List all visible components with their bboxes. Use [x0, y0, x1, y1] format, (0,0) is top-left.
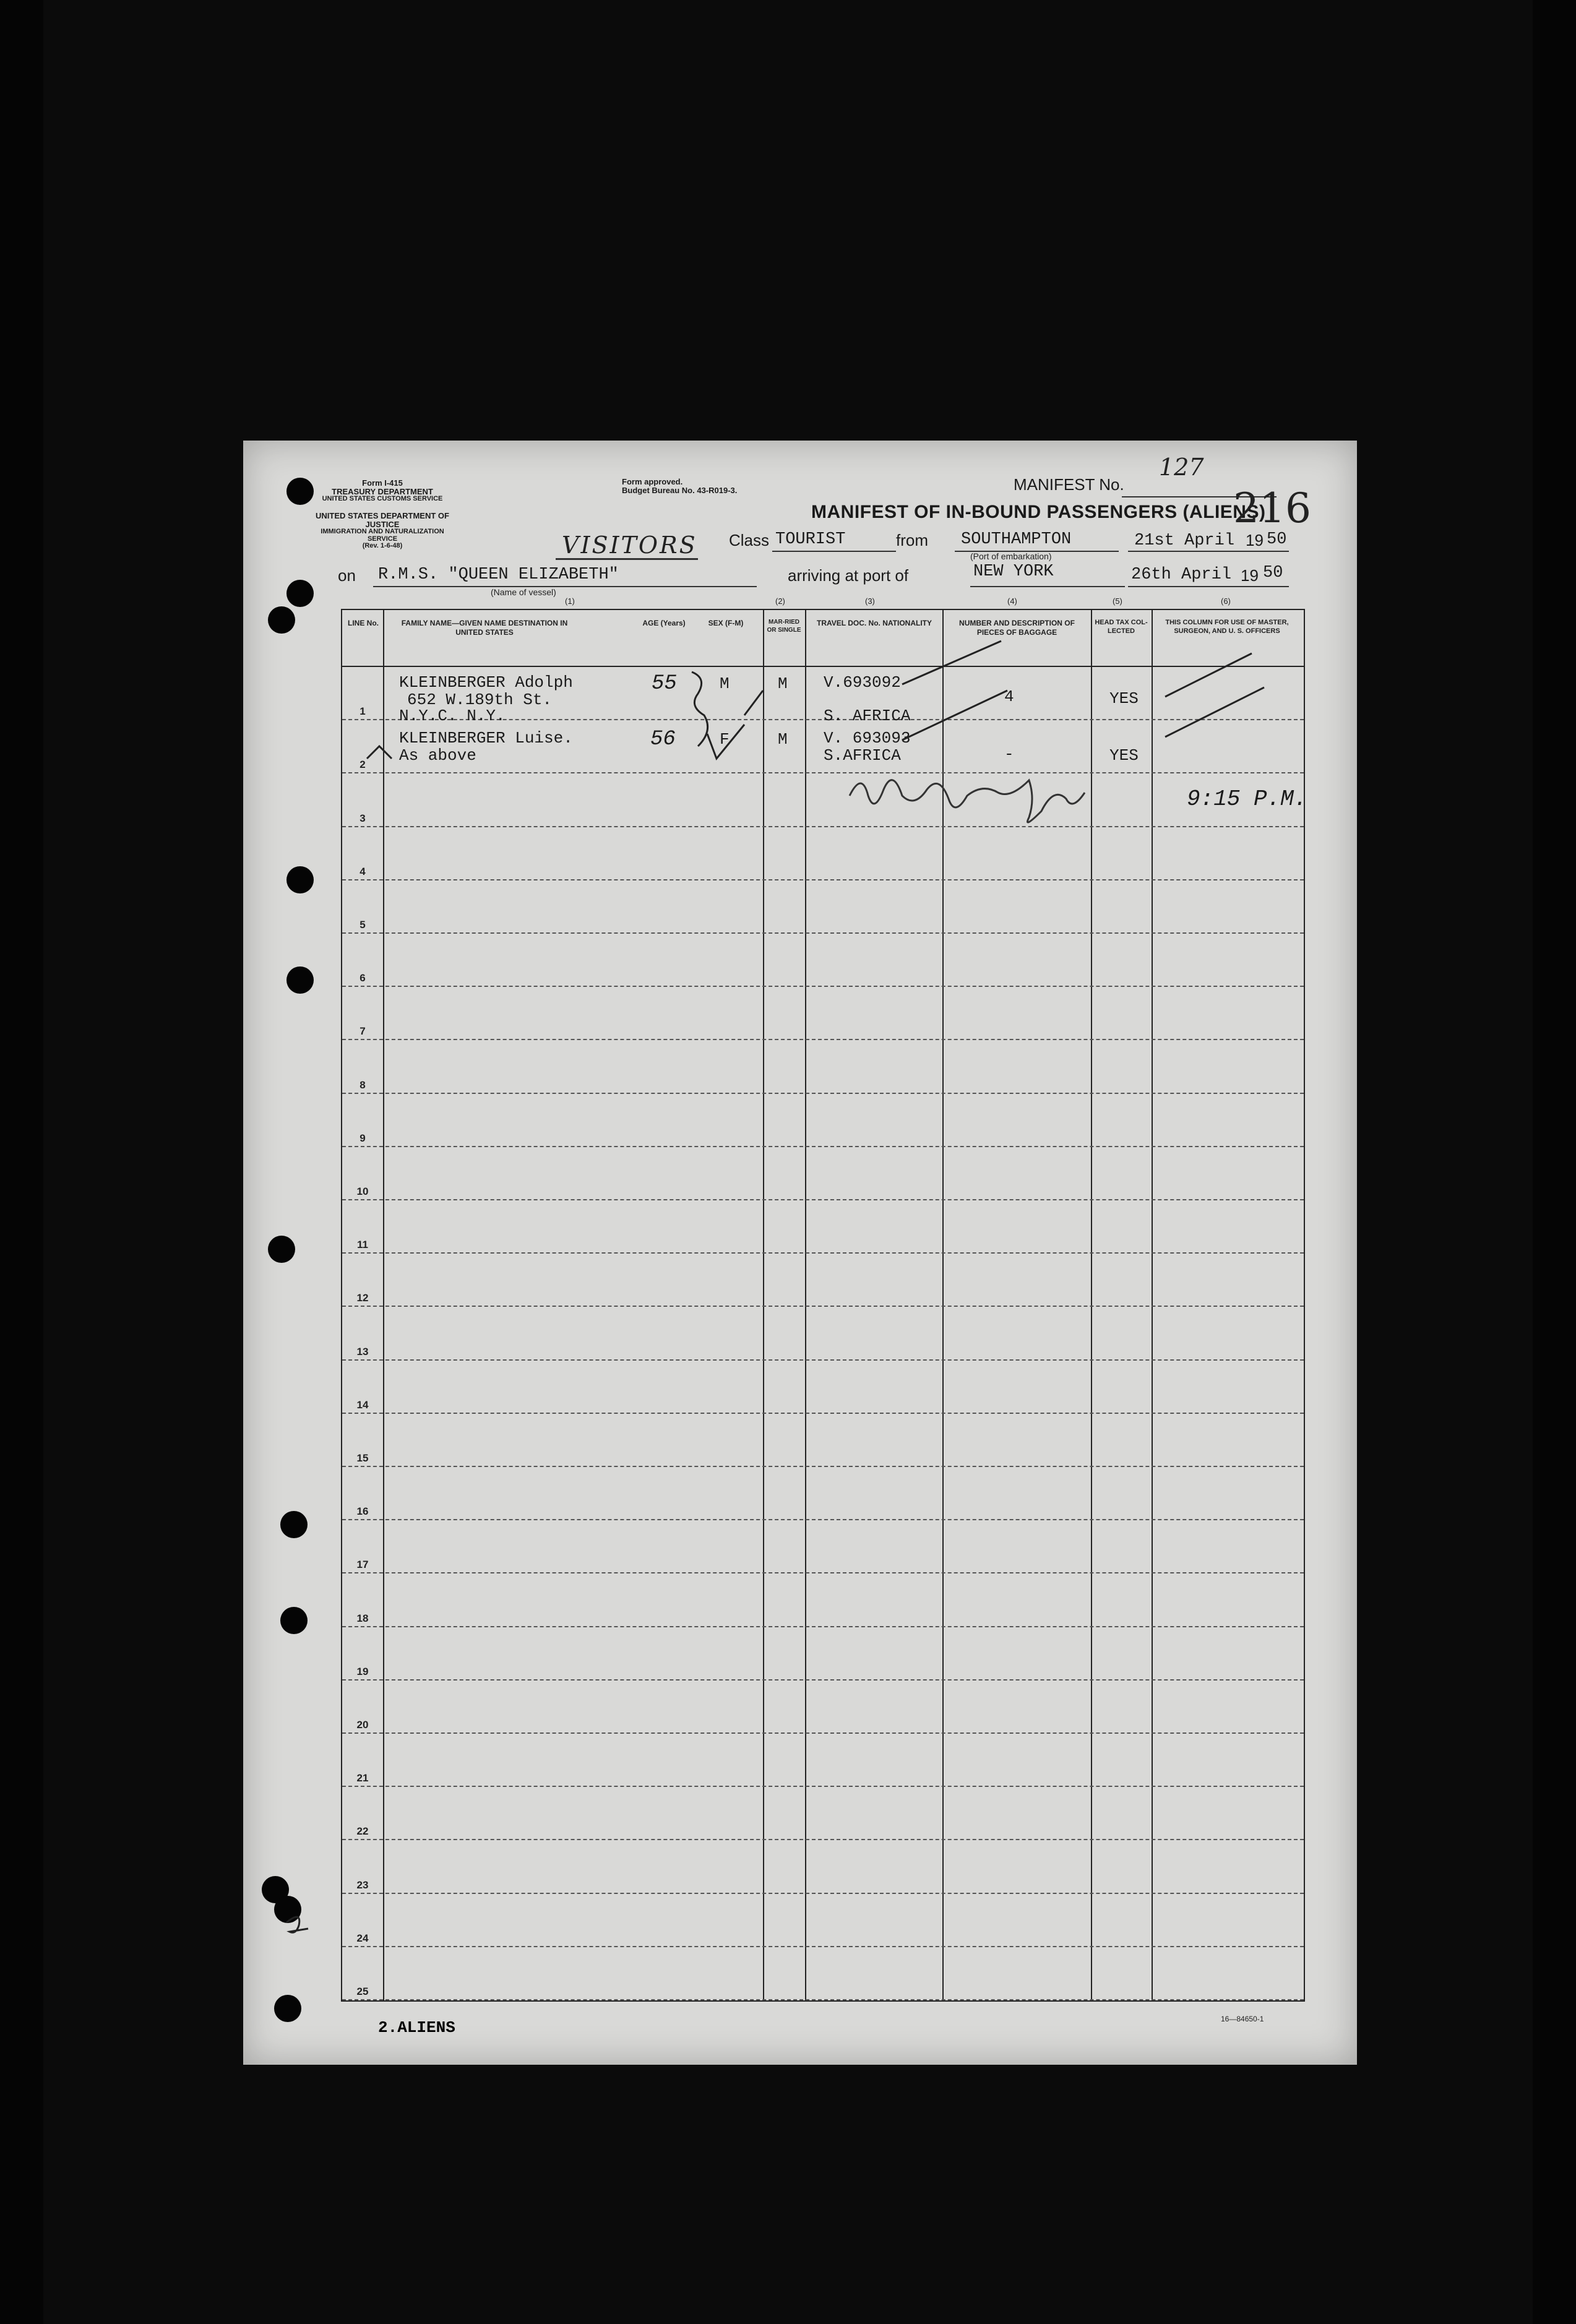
line-number: 9	[360, 1132, 366, 1144]
column-number: (4)	[1007, 596, 1017, 606]
table-row	[342, 879, 1304, 880]
table-row	[342, 1359, 1304, 1361]
class-label: Class	[729, 531, 770, 549]
col-header-line-no: LINE No.	[348, 619, 379, 627]
passenger-1-marital: M	[778, 674, 788, 693]
on-label: on	[338, 566, 356, 585]
passenger-1-age: 55	[652, 672, 677, 695]
passenger-2-baggage: -	[1004, 745, 1014, 764]
checkmark-icon	[707, 725, 744, 759]
line-number: 4	[360, 865, 366, 877]
table-row	[342, 986, 1304, 987]
arrival-port: NEW YORK	[973, 562, 1054, 581]
line-number: 3	[360, 812, 366, 824]
line-number: 10	[356, 1186, 369, 1197]
table-row	[342, 1199, 1304, 1200]
punch-hole	[268, 1236, 295, 1263]
table-row	[342, 1146, 1304, 1147]
table-row	[342, 1893, 1304, 1894]
punch-hole	[286, 580, 314, 607]
line-number: 13	[356, 1345, 369, 1358]
checkmark-icon	[367, 746, 392, 759]
line-number: 21	[356, 1772, 369, 1784]
film-edge-right	[1533, 0, 1576, 2324]
passenger-1-address2: N.Y.C. N.Y.	[399, 707, 506, 725]
line-number: 18	[356, 1612, 369, 1624]
table-row	[342, 1306, 1304, 1307]
class-value: TOURIST	[775, 530, 846, 549]
arrival-date: 26th April	[1131, 566, 1232, 584]
manifest-page	[243, 441, 1357, 2065]
table-row	[342, 1732, 1304, 1734]
form-approval: Form approved. Budget Bureau No. 43-R019-3.	[622, 477, 738, 495]
table-row	[342, 1093, 1304, 1094]
table-row	[342, 1466, 1304, 1467]
col-header-name: FAMILY NAME—GIVEN NAME DESTINATION IN UNITED STATES	[401, 619, 568, 637]
line-number: 23	[356, 1879, 369, 1891]
footer-aliens-count: 2.ALIENS	[378, 2018, 455, 2037]
col-header-travel-doc: TRAVEL DOC. No. NATIONALITY	[817, 619, 932, 627]
table-row	[342, 1999, 1304, 2000]
line-number: 22	[356, 1825, 369, 1838]
line-number: 7	[360, 1025, 366, 1038]
line-number: 2	[360, 759, 366, 771]
col-header-head-tax: HEAD TAX COL-LECTED	[1095, 619, 1148, 635]
vessel-line	[373, 586, 757, 587]
punch-hole	[286, 866, 314, 893]
line-number: 8	[360, 1078, 366, 1091]
passenger-1-travel-doc: V.693092	[824, 673, 901, 692]
film-edge-left	[0, 0, 43, 2324]
check-stroke	[1165, 653, 1252, 697]
check-stroke	[902, 691, 1007, 740]
passenger-2-sex: F	[720, 730, 730, 749]
table-row	[342, 1786, 1304, 1787]
manifest-number-label: MANIFEST No.	[1014, 475, 1124, 494]
column-number: (3)	[865, 596, 875, 606]
column-number: (6)	[1221, 596, 1231, 606]
manifest-title: MANIFEST OF IN-BOUND PASSENGERS (ALIENS)	[811, 502, 1266, 522]
passenger-1-baggage: 4	[1004, 687, 1014, 706]
column-number: (2)	[775, 596, 785, 606]
table-row	[342, 1946, 1304, 1947]
col-header-officers: THIS COLUMN FOR USE OF MASTER, SURGEON, AND U. S. OFFICERS	[1165, 619, 1289, 635]
departure-year: 50	[1267, 530, 1287, 549]
from-label: from	[896, 531, 928, 549]
col-header-sex: SEX (F-M)	[708, 619, 744, 627]
line-number: 16	[356, 1505, 369, 1518]
inspector-signature	[850, 780, 1085, 822]
passenger-1-address1: 652 W.189th St.	[407, 691, 553, 709]
line-number: 15	[356, 1452, 369, 1464]
table-row	[342, 932, 1304, 934]
justice-department-block: UNITED STATES DEPARTMENT OF JUSTICE IMMIGRATION AND NATURALIZATION SERVICE (Rev. 1-6-48)	[316, 511, 449, 550]
footer-print-code: 16—84650-1	[1221, 2015, 1264, 2023]
manifest-number-handwritten: 127	[1159, 454, 1204, 481]
line-number: 1	[360, 705, 366, 718]
passenger-2-address1: As above	[399, 746, 476, 765]
visitors-underline	[556, 558, 698, 560]
port-embark-caption: (Port of embarkation)	[970, 551, 1052, 561]
passenger-1-head-tax: YES	[1109, 689, 1139, 708]
passenger-table	[341, 596, 1307, 2002]
arrival-year: 50	[1263, 564, 1283, 582]
line-number: 20	[356, 1719, 369, 1731]
table-row	[342, 1626, 1304, 1627]
arrival-date-line	[1128, 586, 1289, 587]
vessel-caption: (Name of vessel)	[491, 587, 556, 597]
table-row	[342, 1572, 1304, 1573]
port-of-embarkation: SOUTHAMPTON	[961, 530, 1072, 549]
line-number: 24	[356, 1932, 369, 1944]
passenger-2-marital: M	[778, 730, 788, 749]
passenger-1-name: KLEINBERGER Adolph	[399, 673, 573, 692]
column-number: (5)	[1113, 596, 1122, 606]
line-number: 5	[360, 919, 366, 931]
column-number: (1)	[565, 596, 575, 606]
bracket-mark	[692, 672, 708, 746]
class-line	[772, 551, 896, 552]
passenger-2-nationality: S.AFRICA	[824, 746, 901, 765]
line-number: 14	[356, 1398, 369, 1411]
passenger-2-travel-doc: V. 693093	[824, 729, 911, 747]
arrival-port-line	[970, 586, 1125, 587]
punch-hole	[280, 1607, 308, 1634]
departure-date: 21st April	[1134, 532, 1235, 550]
departure-line	[1128, 551, 1289, 552]
margin-mark	[280, 1907, 317, 1938]
table-row	[342, 1039, 1304, 1040]
table-row	[342, 1413, 1304, 1414]
table-row	[342, 1252, 1304, 1254]
punch-hole	[274, 1995, 301, 2022]
check-stroke	[902, 641, 1001, 684]
departure-year-prefix: 19	[1246, 531, 1264, 549]
line-number: 25	[356, 1986, 369, 1997]
line-number: 12	[356, 1292, 369, 1304]
line-number: 19	[356, 1665, 369, 1677]
punch-hole	[268, 606, 295, 634]
punch-hole	[286, 966, 314, 994]
handwritten-marks	[342, 610, 1304, 858]
arriving-label: arriving at port of	[788, 566, 909, 585]
passenger-1-nationality: S. AFRICA	[824, 707, 911, 725]
check-stroke	[1165, 687, 1264, 737]
punch-hole	[280, 1511, 308, 1538]
table-row	[342, 1839, 1304, 1840]
table-row	[342, 1679, 1304, 1681]
punch-hole	[286, 478, 314, 505]
visitors-handwritten: VISITORS	[562, 532, 697, 559]
page-number-handwritten: 216	[1233, 484, 1311, 532]
form-department-block: Form I-415 TREASURY DEPARTMENT UNITED STATES CUSTOMS SERVICE	[322, 478, 443, 503]
col-header-age: AGE (Years)	[642, 619, 686, 627]
col-header-married: MAR-RIED OR SINGLE	[767, 619, 801, 634]
passenger-2-name: KLEINBERGER Luise.	[399, 729, 573, 747]
line-number: 6	[360, 972, 366, 984]
inspection-time: 9:15 P.M.	[1187, 786, 1307, 812]
passenger-2-head-tax: YES	[1109, 746, 1139, 765]
passenger-2-age: 56	[650, 728, 676, 751]
line-number: 17	[356, 1559, 369, 1571]
vessel-name: R.M.S. "QUEEN ELIZABETH"	[378, 566, 619, 584]
table-row	[342, 1519, 1304, 1520]
line-number: 11	[357, 1239, 368, 1251]
checkmark-icon	[744, 691, 763, 715]
arrival-year-prefix: 19	[1241, 566, 1259, 585]
passenger-1-sex: M	[720, 674, 730, 693]
col-header-baggage: NUMBER AND DESCRIPTION OF PIECES OF BAGGAGE	[959, 619, 1075, 637]
